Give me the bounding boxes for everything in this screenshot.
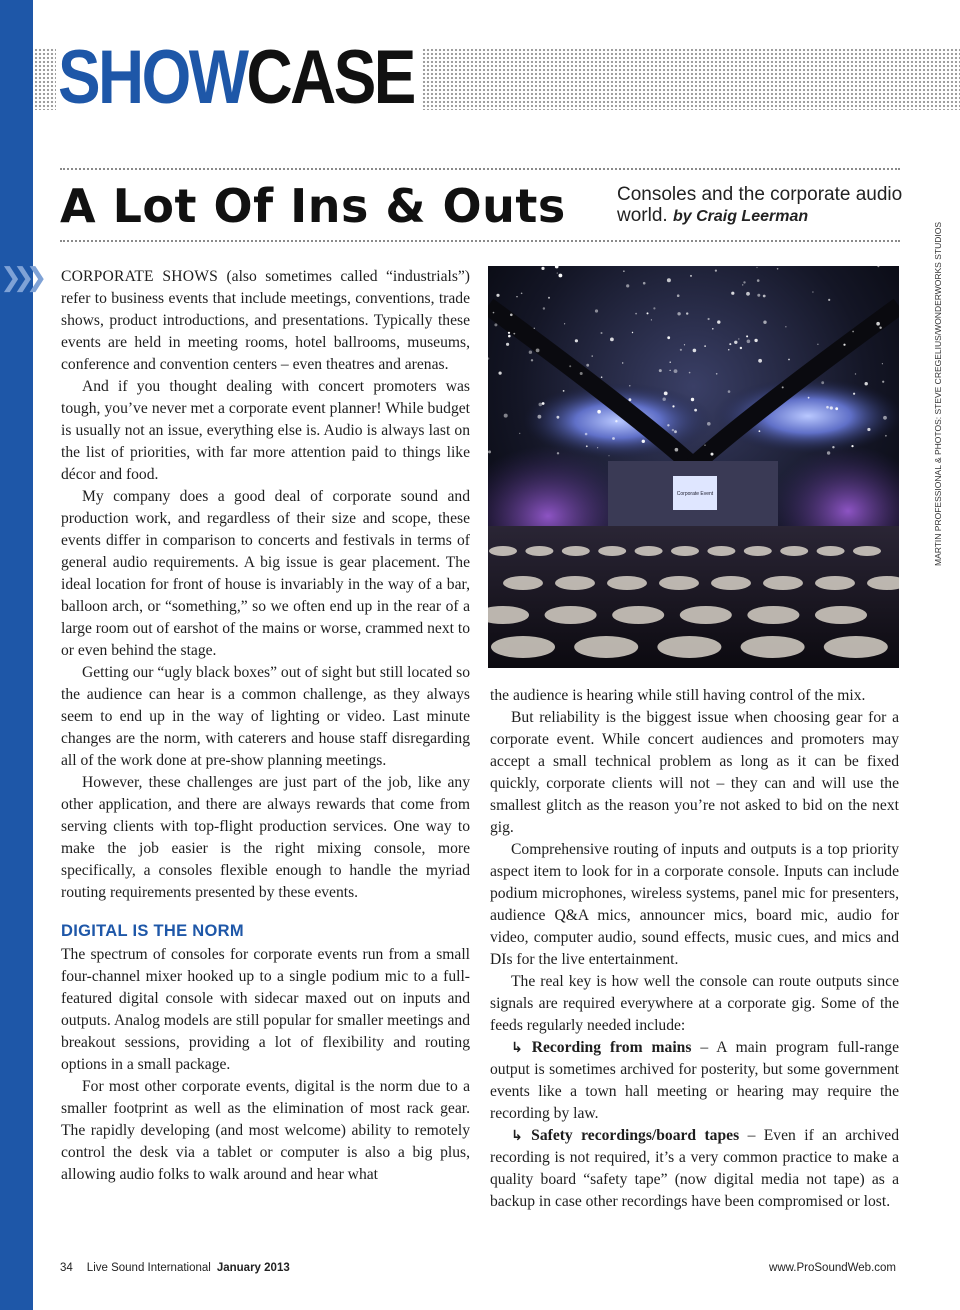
ceiling-light	[663, 398, 666, 401]
bullet-text: – Even if an archived recording is not required, it’s a very common practice to make a quality board “safety tape” (now digital media not tape) as a backup in case other recordings have been compromised or lost.	[490, 1127, 899, 1210]
bullet-term: Recording from mains	[531, 1039, 692, 1056]
ceiling-light	[651, 319, 652, 320]
ceiling-light	[493, 312, 495, 314]
banquet-table	[747, 606, 799, 624]
ceiling-light	[595, 309, 598, 312]
ceiling-light	[817, 344, 818, 345]
lead-in: CORPORATE SHOWS	[61, 268, 219, 285]
ceiling-light	[757, 279, 760, 282]
ceiling-light	[867, 428, 870, 431]
ceiling-light	[855, 373, 856, 374]
ceiling-light	[623, 271, 624, 272]
ceiling-light	[510, 314, 513, 317]
ceiling-light	[496, 294, 499, 297]
ceiling-light	[711, 453, 714, 456]
deck-text: Consoles and the corporate audio world.	[617, 184, 903, 226]
paragraph-4: Getting our “ugly black boxes” out of sight but still located so the audience can hear is a common challenge, as they always seem to end up in the way of lighting or video. Last minute changes are the norm, with caterers and house staff disregarding all of the work done at pre-show planning meetings.	[61, 664, 470, 769]
ceiling-light	[746, 292, 750, 296]
ceiling-light	[672, 405, 674, 407]
ceiling-light	[828, 299, 830, 301]
banquet-table	[525, 546, 553, 556]
ceiling-light	[691, 398, 694, 401]
ceiling-light	[843, 344, 845, 346]
ceiling-light	[504, 414, 508, 418]
banquet-table	[657, 636, 721, 658]
banquet-table	[824, 636, 888, 658]
banquet-table	[815, 576, 855, 590]
banquet-table	[598, 546, 626, 556]
ceiling-light	[629, 398, 632, 401]
ceiling-light	[821, 381, 824, 384]
paragraph-6: The spectrum of consoles for corporate events run from a small four-channel mixer hooked up to a single podium mic to a full-featured digital console with sidecar maxed out on inputs and outputs. Analog models are still popular for smaller meetings and breakout sessions, providing a lot of flexibility and routing options in a small package.	[61, 946, 470, 1073]
ceiling-light	[788, 359, 790, 361]
ceiling-light	[642, 440, 645, 443]
ceiling-light	[557, 452, 559, 454]
paragraph-2: And if you thought dealing with concert promoters was tough, you’ve never met a corporate event planner! While budget is usually not an issue, everything else is. Audio is always last on the list of priorities, with far more attention paid to things like décor and food.	[61, 378, 470, 483]
ceiling-light	[608, 455, 609, 456]
ceiling-light	[756, 267, 757, 268]
ceiling-light	[835, 407, 838, 410]
masthead-case: CASE	[246, 35, 414, 120]
ceiling-light	[626, 284, 629, 287]
ceiling-light	[513, 333, 515, 335]
paragraph-9: But reliability is the biggest issue when choosing gear for a corporate event. While concert audiences and promoters may accept a small technical problem as long as it can be fixed quickly, corporate clients will not – they can and will use the smallest glitch as the reason you’re not asked to bid on the next gig.	[490, 709, 899, 836]
ceiling-light	[690, 275, 692, 277]
ceiling-light	[612, 437, 615, 440]
ceiling-light	[742, 284, 743, 285]
banquet-table	[635, 546, 663, 556]
bullet-safety	[490, 1125, 899, 1213]
ceiling-light	[694, 409, 697, 412]
ceiling-light	[827, 451, 830, 454]
ceiling-light	[586, 364, 589, 367]
banquet-table	[780, 546, 808, 556]
banquet-table	[612, 606, 664, 624]
ceiling-light	[684, 344, 685, 345]
ceiling-light	[664, 392, 668, 396]
byline: by Craig Leerman	[672, 208, 809, 225]
ceiling-light	[693, 349, 697, 353]
ceiling-light	[506, 343, 509, 346]
paragraph-8: the audience is hearing while still having control of the mix.	[490, 687, 866, 704]
ceiling-light	[876, 322, 880, 326]
article-deck	[617, 184, 907, 227]
ceiling-light	[557, 416, 560, 419]
ceiling-light	[757, 294, 760, 297]
ceiling-light	[853, 393, 855, 395]
left-column	[61, 266, 470, 1186]
ceiling-light	[758, 359, 762, 363]
ceiling-light	[632, 332, 633, 333]
ceiling-light	[731, 292, 734, 295]
ceiling-light	[763, 321, 766, 324]
ceiling-light	[715, 270, 717, 272]
ceiling-light	[508, 335, 511, 338]
paragraph-lead	[61, 266, 470, 376]
footer-left	[60, 1262, 290, 1274]
right-column	[490, 685, 899, 1213]
ceiling-light	[879, 327, 881, 329]
banquet-table	[817, 546, 845, 556]
ceiling-light	[508, 332, 510, 334]
ceiling-light	[580, 372, 583, 375]
ceiling-light	[667, 424, 669, 426]
article-headline: A Lot Of Ins & Outs	[60, 179, 566, 233]
banquet-table	[503, 576, 543, 590]
ceiling-light	[680, 349, 682, 351]
ceiling-light	[601, 332, 603, 334]
bullet-recording	[490, 1037, 899, 1125]
ceiling-light	[759, 430, 761, 432]
photo-screen-text: Corporate Event	[676, 491, 714, 497]
ceiling-light	[851, 445, 853, 447]
ceiling-light	[542, 402, 545, 405]
banquet-table	[815, 606, 867, 624]
ceiling-light	[885, 435, 887, 437]
ceiling-light	[677, 312, 680, 315]
ceiling-light	[777, 268, 779, 270]
banquet-table	[562, 546, 590, 556]
ceiling-light	[674, 369, 678, 373]
ceiling-light	[729, 343, 731, 345]
ceiling-light	[674, 430, 677, 433]
ceiling-light	[521, 293, 523, 295]
banquet-table	[707, 546, 735, 556]
ceiling-light	[538, 415, 542, 419]
ceiling-light	[647, 312, 649, 314]
ceiling-light	[569, 365, 571, 367]
ceiling-light	[728, 390, 731, 393]
ceiling-light	[653, 307, 655, 309]
ceiling-light	[564, 323, 565, 324]
ceiling-light	[704, 345, 706, 347]
bullet-text: – A main program full-range output is sometimes archived for posterity, but some government events like a town hall meeting or hearing may require the recording by law.	[490, 1039, 900, 1122]
ceiling-light	[740, 347, 742, 349]
ceiling-light	[826, 406, 829, 409]
paragraph-1-body: (also sometimes called “industrials”) refer to business events that include meetings, conventions, trade shows, product introductions, and presentations. Typically these events are held in meeting rooms, hotel ballrooms, museums, conference and convention centers – even theatres and arenas.	[61, 268, 471, 373]
ceiling-light	[852, 331, 854, 333]
ceiling-light	[519, 433, 520, 434]
ceiling-light	[536, 349, 540, 353]
return-arrow-icon: ↳	[511, 1128, 523, 1144]
paragraph-3: My company does a good deal of corporate sound and production work, and regardless of their size and scope, these events differ in comparison to concerts and festivals in terms of general audio requirements. A big issue is gear placement. The ideal location for front of house is invariably in the way of a bar, balloon arch, or “something,” so we often end up in the rear of a large room out of earshot of the mains or worse, crammed next to or even behind the stage.	[61, 488, 470, 659]
ceiling-light	[659, 369, 662, 372]
ceiling-light	[559, 274, 563, 278]
ceiling-light	[812, 291, 814, 293]
banquet-table	[545, 606, 597, 624]
ceiling-light	[734, 341, 737, 344]
ceiling-light	[622, 362, 623, 363]
divider-bottom	[60, 240, 900, 242]
ceiling-light	[601, 376, 603, 378]
ballroom-photo	[488, 266, 899, 668]
banquet-table	[607, 576, 647, 590]
website-url: www.ProSoundWeb.com	[769, 1262, 896, 1274]
ceiling-light	[592, 355, 593, 356]
page-number: 34	[60, 1262, 73, 1274]
section-masthead	[58, 36, 414, 120]
ceiling-light	[743, 281, 745, 283]
ceiling-light	[615, 420, 617, 422]
ceiling-light	[670, 362, 671, 363]
ceiling-light	[629, 385, 630, 386]
banquet-table	[574, 636, 638, 658]
ceiling-light	[529, 351, 532, 354]
ceiling-light	[717, 320, 720, 323]
ceiling-light	[830, 406, 833, 409]
ceiling-light	[746, 335, 748, 337]
masthead-dot-pattern-left	[34, 48, 56, 110]
ceiling-light	[672, 429, 674, 431]
banquet-table	[711, 576, 751, 590]
publication-name: Live Sound International	[86, 1262, 211, 1274]
ceiling-light	[728, 349, 729, 350]
ceiling-light	[707, 422, 711, 426]
banquet-table	[659, 576, 699, 590]
bullet-term: Safety recordings/board tapes	[531, 1127, 740, 1144]
banquet-table	[744, 546, 772, 556]
ceiling-light	[882, 381, 884, 383]
banquet-table	[555, 576, 595, 590]
ceiling-light	[708, 318, 710, 320]
ceiling-light	[585, 433, 588, 436]
ceiling-light	[516, 296, 517, 297]
ceiling-light	[882, 363, 883, 364]
ceiling-light	[494, 323, 497, 326]
ceiling-light	[782, 386, 784, 388]
banquet-table	[491, 636, 555, 658]
ceiling-light	[531, 359, 533, 361]
ceiling-light	[677, 294, 680, 297]
issue-date: January 2013	[216, 1262, 290, 1274]
ceiling-light	[738, 338, 739, 339]
ceiling-light	[747, 340, 751, 344]
paragraph-7: For most other corporate events, digital is the norm due to a smaller footprint as well as the elimination of most rack gear. The rapidly developing (and most welcome) ability to remotely control the desk via a tablet or computer is also a big plus, allowing audio folks to walk around and hear what	[61, 1078, 470, 1183]
ceiling-light	[754, 339, 757, 342]
ceiling-light	[865, 382, 868, 385]
ceiling-light	[667, 278, 671, 282]
banquet-table	[741, 636, 805, 658]
ceiling-light	[686, 312, 688, 314]
ceiling-light	[712, 328, 714, 330]
ceiling-light	[763, 295, 766, 298]
ceiling-light	[488, 450, 491, 453]
ceiling-light	[832, 446, 834, 448]
section-heading: DIGITAL IS THE NORM	[61, 922, 244, 940]
ceiling-light	[635, 313, 637, 315]
ceiling-light	[716, 373, 718, 375]
ceiling-light	[548, 297, 550, 299]
ceiling-light	[563, 390, 565, 392]
ceiling-light	[597, 410, 601, 414]
masthead-show: SHOW	[58, 35, 247, 120]
banquet-table	[489, 546, 517, 556]
ceiling-light	[586, 445, 588, 447]
ceiling-light	[534, 328, 535, 329]
paragraph-5: However, these challenges are just part of the job, like any other application, and there are always rewards that come from serving clients with top-flight production services. One way to make the job easier is the right mixing console, more specifically, a consoles flexible enough to handle the myriad routing requirements presented by these events.	[61, 774, 470, 901]
left-accent-bar	[0, 0, 33, 1310]
ceiling-light	[689, 372, 691, 374]
ceiling-light	[808, 397, 810, 399]
banquet-table	[763, 576, 803, 590]
banquet-table	[671, 546, 699, 556]
ceiling-light	[539, 403, 543, 407]
ceiling-light	[575, 339, 578, 342]
ceiling-light	[785, 326, 786, 327]
ceiling-light	[883, 416, 887, 420]
ceiling-light	[610, 338, 614, 342]
chevron-arrows-icon: ❯❯❯	[0, 263, 39, 293]
ceiling-light	[499, 372, 502, 375]
ceiling-light	[541, 267, 544, 270]
paragraph-10: Comprehensive routing of inputs and outputs is a top priority aspect item to look for in a corporate console. Inputs can include podium microphones, wireless systems, panel mic for presenters, audience Q&A mics, announcer mics, board mic, audio for video, computer audio, sound effects, music cues, and mics and DIs for the live entertainment.	[490, 841, 899, 968]
masthead-dot-pattern-right	[422, 48, 960, 110]
paragraph-11: The real key is how well the console can route outputs since signals are required everywhere at a corporate gig. Some of the feeds regularly needed include:	[490, 973, 899, 1034]
ceiling-light	[643, 282, 646, 285]
ceiling-light	[557, 272, 558, 273]
ceiling-light	[670, 370, 671, 371]
ceiling-light	[597, 447, 598, 448]
ceiling-light	[667, 336, 670, 339]
ceiling-light	[704, 445, 705, 446]
banquet-table	[680, 606, 732, 624]
photo-credit: MARTIN PROFESSIONAL & PHOTOS: STEVE CREGELIUS/WONDERWORKS STUDIOS	[933, 222, 943, 566]
return-arrow-icon: ↳	[511, 1040, 523, 1056]
divider-top	[60, 168, 900, 170]
ceiling-light	[543, 307, 545, 309]
banquet-table	[853, 546, 881, 556]
ceiling-light	[675, 448, 679, 452]
